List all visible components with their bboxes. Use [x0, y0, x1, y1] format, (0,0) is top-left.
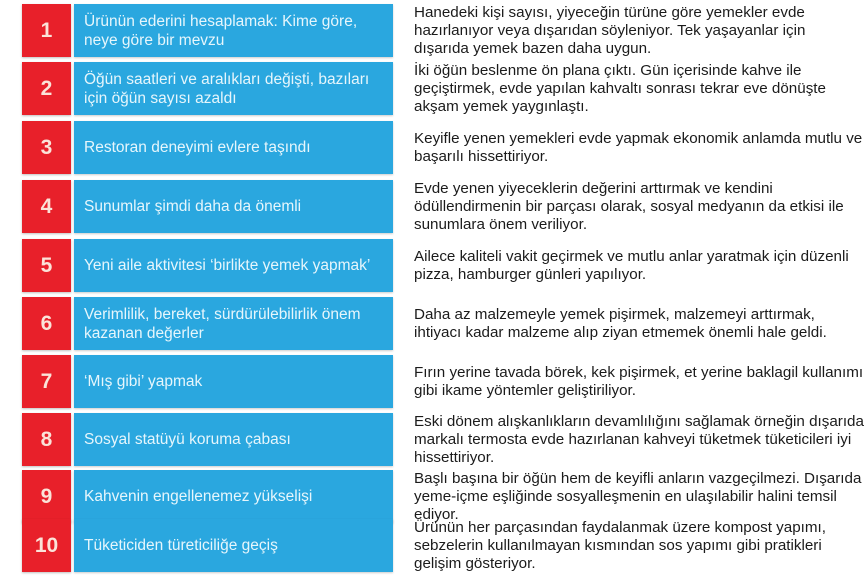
trend-title [74, 413, 393, 466]
trend-description [414, 519, 864, 572]
trend-row [22, 239, 866, 292]
trend-number-badge: 9 [22, 470, 71, 523]
trend-description [414, 297, 864, 350]
trend-description-text: İki öğün beslenme ön plana çıktı. Gün içerisinde kahve ile geçiştirmek, evde yapılan kahvaltı sonrası tekrar eve dönüşte akşam yemek yaygınlaştı. [414, 61, 826, 115]
trend-number-badge: 5 [22, 239, 71, 292]
trend-number-badge: 4 [22, 180, 71, 233]
trend-description [414, 180, 864, 233]
trend-row [22, 180, 866, 233]
trend-row [22, 121, 866, 174]
trend-title-text: Kahvenin engellenemez yükselişi [84, 488, 313, 505]
trend-title-text: Öğün saatleri ve aralıkları değişti, bazıları için öğün sayısı azaldı [84, 70, 370, 107]
trend-description [414, 4, 864, 57]
trend-description-text: Daha az malzemeyle yemek pişirmek, malzemeyi arttırmak, ihtiyacı kadar malzeme alıp ziyan etmemek önemli hale geldi. [414, 305, 827, 341]
trend-title [74, 297, 393, 350]
trend-title-text: Restoran deneyimi evlere taşındı [84, 139, 311, 156]
trend-description-text: Hanedeki kişi sayısı, yiyeceğin türüne göre yemekler evde hazırlanıyor veya dışarıdan söyleniyor. Tek yaşayanlar için dışarıda yemek bazen daha uygun. [414, 3, 806, 57]
trend-description [414, 121, 864, 174]
trend-title-text: Verimlilik, bereket, sürdürülebilirlik önem kazanan değerler [84, 305, 361, 342]
trend-title-text: Sunumlar şimdi daha da önemli [84, 198, 302, 215]
trend-description [414, 413, 864, 466]
trend-number-badge: 2 [22, 62, 71, 115]
trend-number-badge: 6 [22, 297, 71, 350]
trend-title-text: Tüketiciden türeticiliğe geçiş [84, 537, 278, 554]
trend-row [22, 470, 866, 523]
trend-title [74, 470, 393, 523]
trend-description-text: Ürünün her parçasından faydalanmak üzere kompost yapımı, sebzelerin kullanılmayan kısmından sos yapımı gibi pratikleri gelişim gösteriyor. [414, 518, 826, 572]
trend-row [22, 355, 866, 408]
trend-description-text: Eski dönem alışkanlıkların devamlılığını sağlamak örneğin dışarıda markalı termosta evde hazırlanan kahveyi tüketmek tüketicileri iyi hissettiriyor. [414, 412, 864, 466]
trend-title [74, 62, 393, 115]
trend-title [74, 239, 393, 292]
trend-description-text: Evde yenen yiyeceklerin değerini arttırmak ve kendini ödüllendirmenin bir parçası olarak, sosyal medyanın da etkisi ile sunumlara önem veriliyor. [414, 179, 844, 233]
trend-row [22, 297, 866, 350]
trend-row [22, 4, 866, 57]
trend-number-badge: 8 [22, 413, 71, 466]
trend-title-text: ‘Mış gibi’ yapmak [84, 373, 203, 390]
trend-row [22, 519, 866, 572]
trend-description [414, 470, 864, 523]
trend-title [74, 519, 393, 572]
trend-title [74, 121, 393, 174]
trend-number-badge: 3 [22, 121, 71, 174]
trend-description [414, 239, 864, 292]
trend-description [414, 355, 864, 408]
trend-description [414, 62, 864, 115]
trend-title [74, 180, 393, 233]
trend-number-badge: 10 [22, 519, 71, 572]
trend-title-text: Ürünün ederini hesaplamak: Kime göre, neye göre bir mevzu [84, 12, 358, 49]
trend-description-text: Başlı başına bir öğün hem de keyifli anların vazgeçilmezi. Dışarıda yeme-içme eşliğinde sosyalleşmenin en ulaşılabilir halini temsil ediyor. [414, 469, 862, 523]
trend-description-text: Ailece kaliteli vakit geçirmek ve mutlu anlar yaratmak için düzenli pizza, hamburger günleri yapılıyor. [414, 247, 849, 283]
trend-title-text: Yeni aile aktivitesi ‘birlikte yemek yapmak’ [84, 257, 371, 274]
trend-title [74, 355, 393, 408]
trend-row [22, 62, 866, 115]
trend-title [74, 4, 393, 57]
trend-description-text: Fırın yerine tavada börek, kek pişirmek, et yerine baklagil kullanımı gibi ikame yöntemler geliştiriliyor. [414, 363, 864, 399]
trend-number-badge: 1 [22, 4, 71, 57]
trend-title-text: Sosyal statüyü koruma çabası [84, 431, 291, 448]
trend-row [22, 413, 866, 466]
trend-description-text: Keyifle yenen yemekleri evde yapmak ekonomik anlamda mutlu ve başarılı hissettiriyor. [414, 129, 863, 165]
trend-number-badge: 7 [22, 355, 71, 408]
